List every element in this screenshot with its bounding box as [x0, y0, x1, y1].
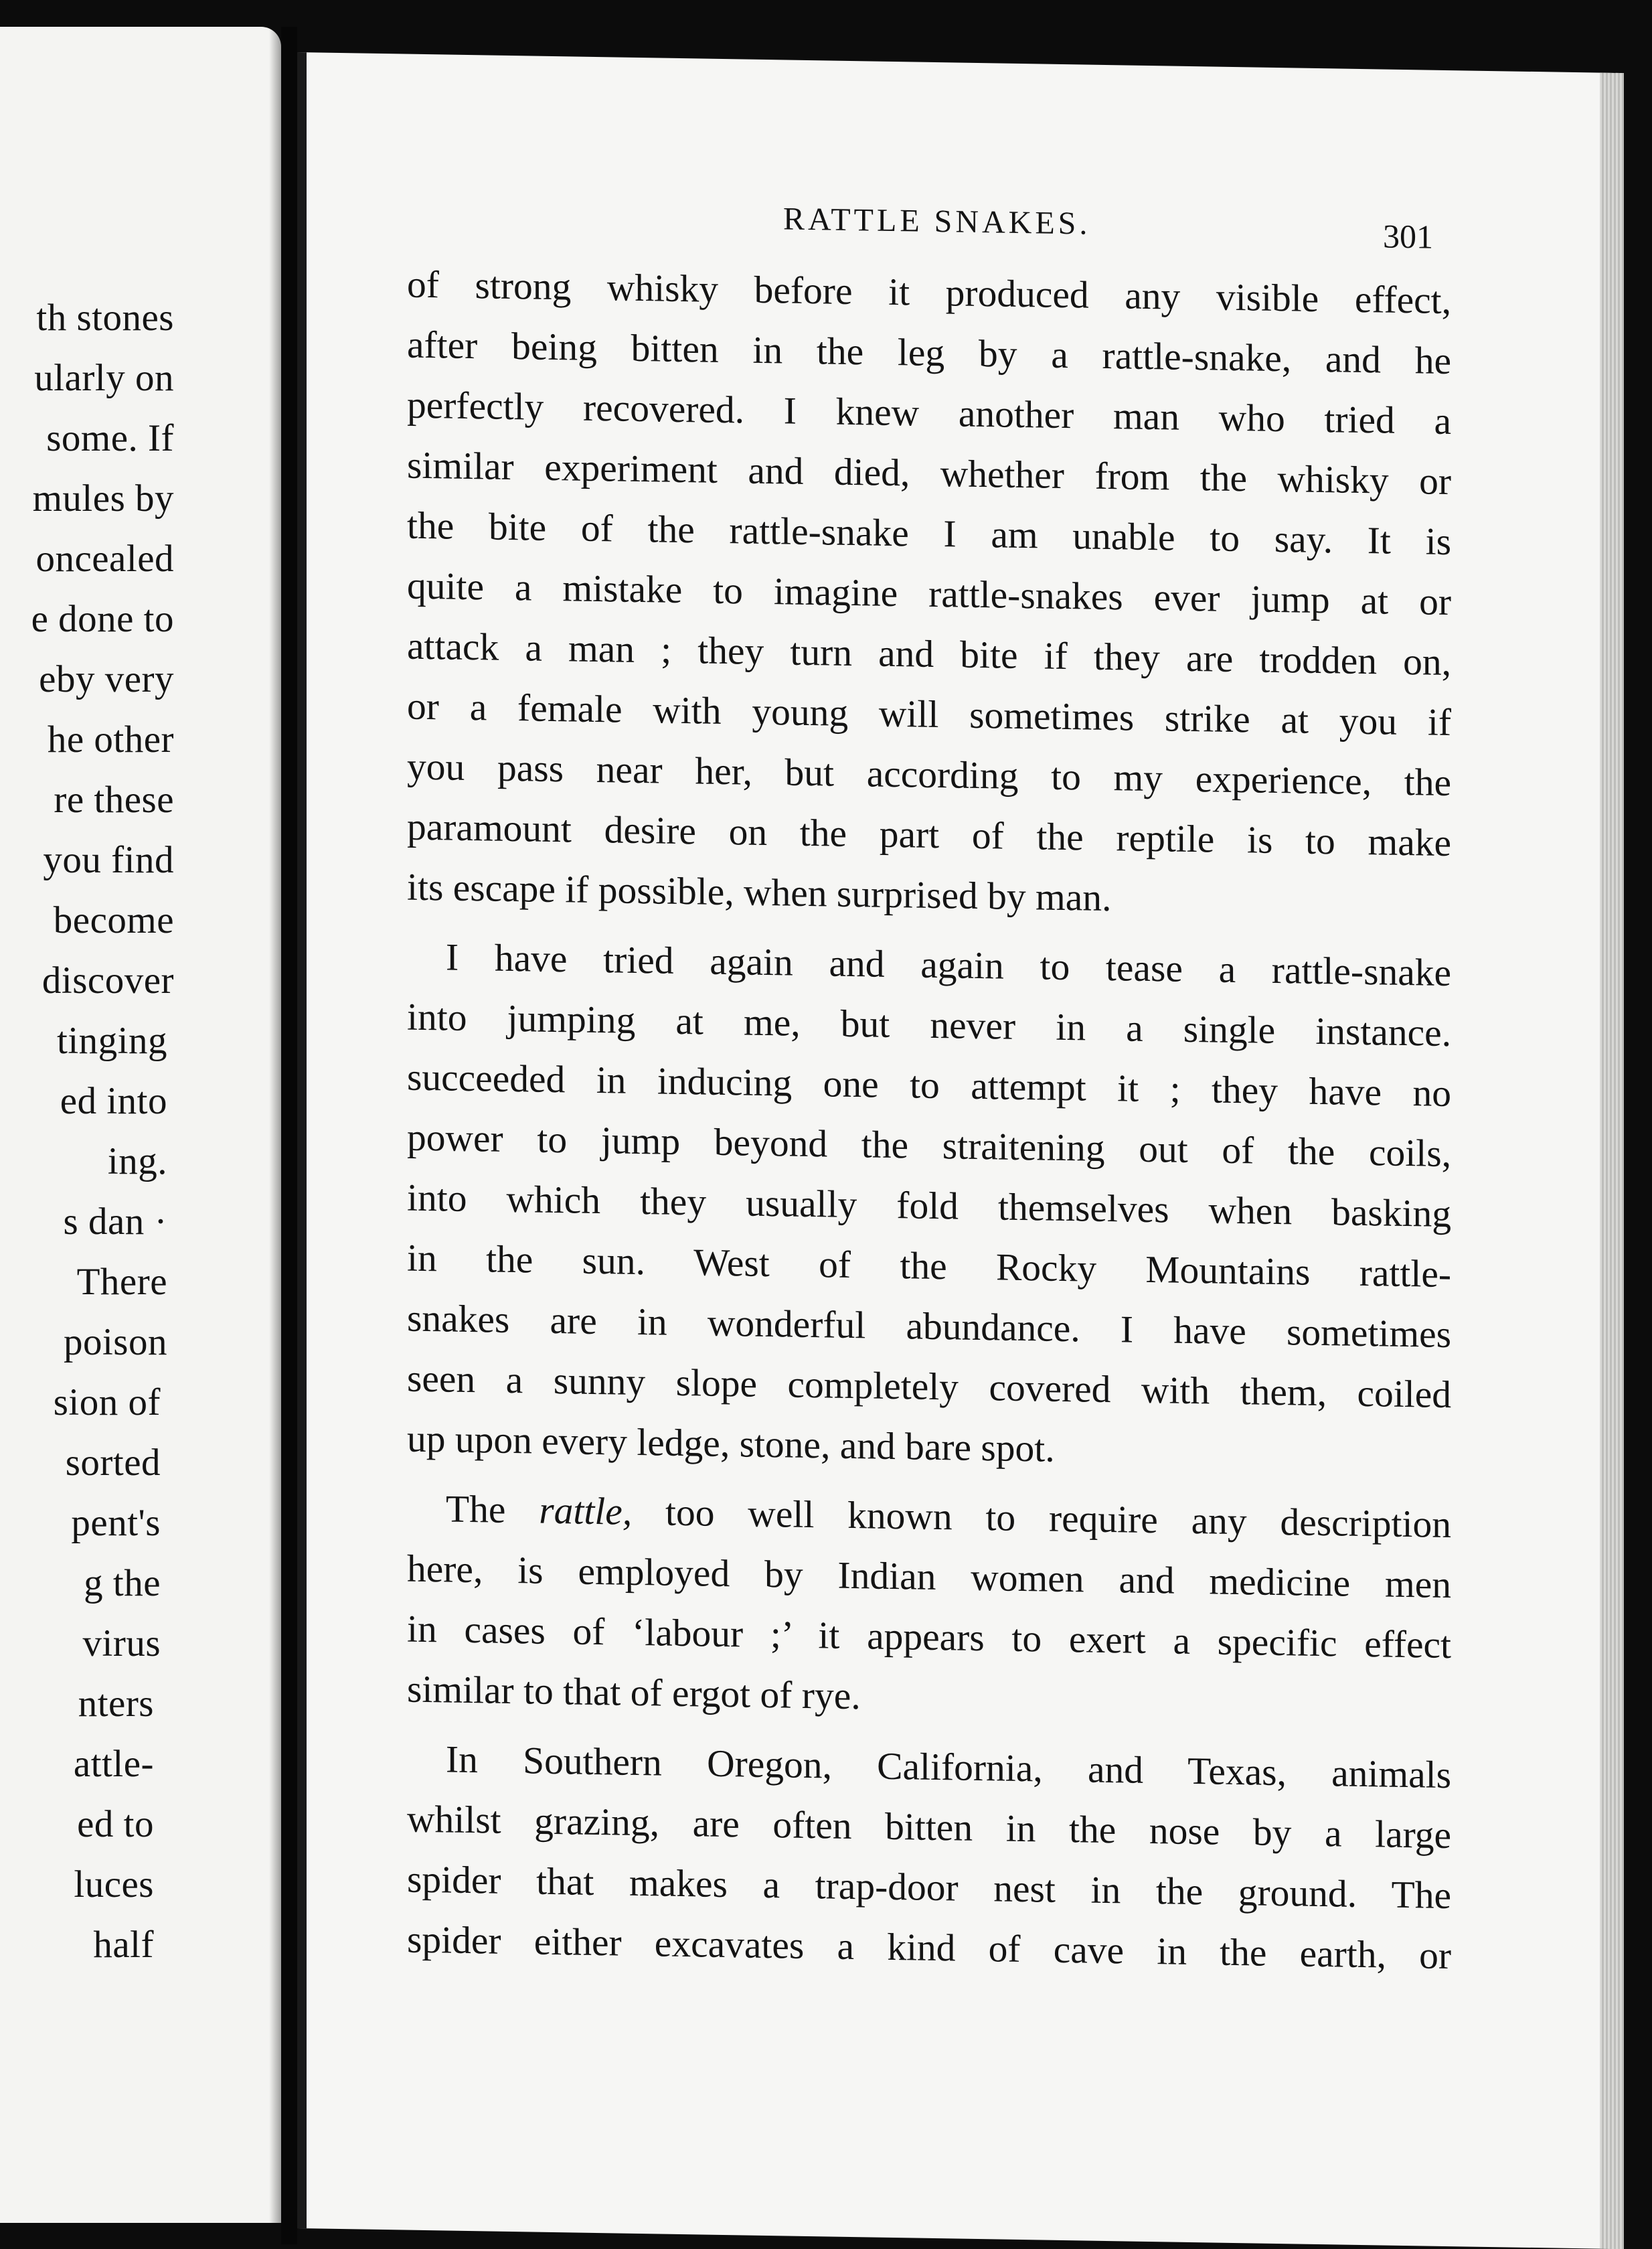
left-line: e done to [31, 598, 174, 640]
left-line: g the [84, 1562, 161, 1604]
left-page-text [0, 288, 174, 1975]
gutter-shadow [269, 27, 281, 2223]
left-line: ularly on [34, 357, 174, 399]
text-line: I have tried again and again to tease a rattle-snake [446, 936, 1451, 995]
left-line: ing. [107, 1140, 167, 1182]
text-line: in cases of ‘labour ;’ it appears to exert a specific effect [407, 1608, 1451, 1667]
paragraph-3 [407, 1479, 1451, 1737]
text-line: succeeded in inducing one to attempt it ; they have no [407, 1056, 1451, 1115]
left-line: attle- [73, 1743, 154, 1785]
left-line: pent's [71, 1502, 161, 1544]
left-line: oncealed [35, 538, 174, 580]
left-line: mules by [32, 477, 174, 520]
book-spine [281, 27, 297, 2244]
text-line: spider either excavates a kind of cave in the earth, or [407, 1918, 1451, 1978]
text-line: attack a man ; they turn and bite if they are trodden on, [407, 625, 1451, 684]
left-line: you find [43, 839, 174, 881]
left-line: th stones [36, 297, 174, 339]
left-line: sorted [65, 1442, 161, 1484]
paragraph-1 [407, 255, 1451, 935]
left-line: discover [42, 959, 174, 1002]
left-line: become [53, 899, 174, 941]
text-line: here, is employed by Indian women and medicine men [407, 1547, 1451, 1607]
page-edge [1600, 73, 1624, 2249]
left-line: poison [63, 1321, 167, 1363]
left-line: ed to [77, 1803, 154, 1845]
body-text [407, 255, 1451, 1987]
italic-word: rattle, [539, 1489, 633, 1533]
text-line: into jumping at me, but never in a single instance. [407, 996, 1451, 1055]
left-line: some. If [46, 417, 174, 459]
text-line: spider that makes a trap-door nest in the ground. The [407, 1858, 1451, 1918]
left-line: luces [74, 1863, 154, 1906]
left-line: virus [82, 1622, 161, 1664]
left-line: ed into [60, 1080, 167, 1122]
left-line: s dan · [63, 1200, 167, 1243]
text-line: power to jump beyond the straitening out of the coils, [407, 1116, 1451, 1176]
page-number: 301 [1383, 217, 1433, 256]
text-line: of strong whisky before it produced any visible effect, [407, 263, 1451, 323]
left-line: eby very [39, 658, 174, 700]
right-page [297, 52, 1624, 2249]
text-line: or a female with young will sometimes strike at you if [407, 685, 1451, 745]
left-line: he other [47, 718, 174, 761]
text-line: perfectly recovered. I knew another man who tried a [407, 384, 1451, 443]
text-run: too well known to require any description [632, 1490, 1451, 1547]
text-line: whilst grazing, are often bitten in the nose by a large [407, 1798, 1451, 1857]
left-line: re these [54, 779, 174, 821]
left-line: half [93, 1924, 154, 1966]
left-line: There [76, 1261, 167, 1303]
text-line: quite a mistake to imagine rattle-snakes ever jump at or [407, 564, 1451, 624]
running-head: RATTLE SNAKES. [783, 201, 1091, 242]
left-line: nters [78, 1683, 154, 1725]
text-line: into which they usually fold themselves when basking [407, 1176, 1451, 1236]
text-line: after being bitten in the leg by a rattle-snake, and he [407, 323, 1451, 383]
text-run: The [446, 1488, 540, 1532]
text-line: up upon every ledge, stone, and bare spot. [407, 1417, 1055, 1470]
left-line: sion of [53, 1381, 161, 1423]
text-line: similar to that of ergot of rye. [407, 1668, 861, 1718]
text-line: In Southern Oregon, California, and Texas, animals [446, 1738, 1451, 1797]
paragraph-4 [407, 1729, 1451, 1987]
left-line: tinging [56, 1020, 167, 1062]
text-line: similar experiment and died, whether from the whisky or [407, 444, 1451, 503]
text-line: its escape if possible, when surprised by man. [407, 866, 1112, 920]
text-line: in the sun. West of the Rocky Mountains rattle- [407, 1237, 1451, 1296]
left-page [0, 27, 281, 2223]
text-line: you pass near her, but according to my experience, the [407, 745, 1451, 805]
text-line: seen a sunny slope completely covered with them, coiled [407, 1357, 1451, 1417]
text-line: snakes are in wonderful abundance. I have sometimes [407, 1297, 1451, 1356]
text-line: paramount desire on the part of the reptile is to make [407, 805, 1451, 865]
text-line: the bite of the rattle-snake I am unable to say. It is [407, 504, 1451, 564]
paragraph-2 [407, 927, 1451, 1486]
